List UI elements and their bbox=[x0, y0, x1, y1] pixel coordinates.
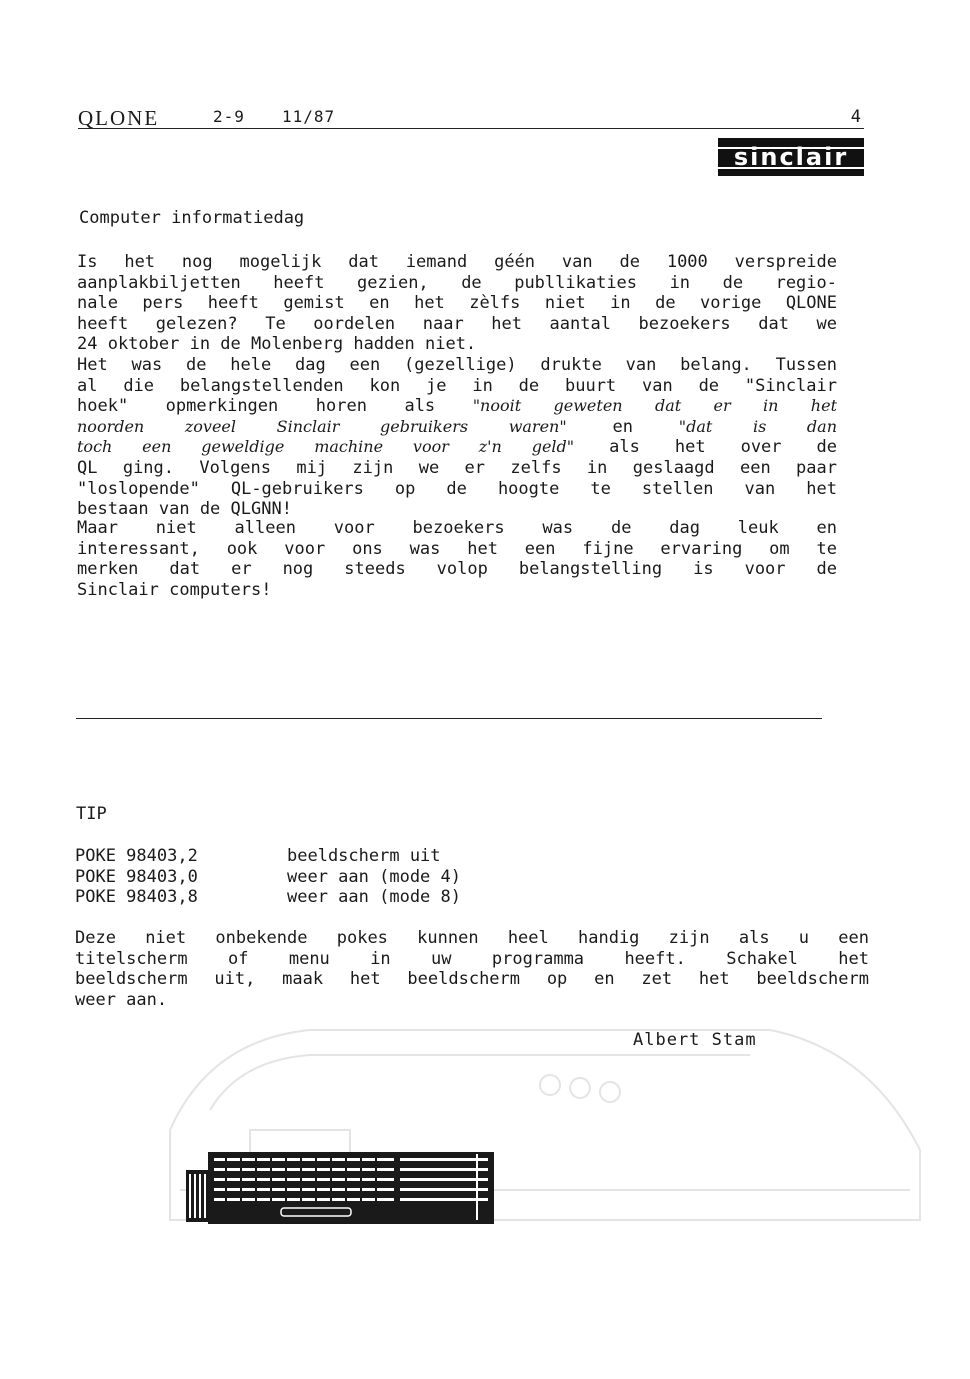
author-name: Albert Stam bbox=[633, 1030, 757, 1050]
text-line: interessant, ook voor ons was het een fijne ervaring om te bbox=[77, 538, 837, 559]
text-line: heeft gelezen? Te oordelen naar het aantal bezoekers dat we bbox=[77, 313, 837, 334]
poke-effect: weer aan (mode 4) bbox=[287, 866, 461, 887]
text-line: QL ging. Volgens mij zijn we er zelfs in geslaagd een paar bbox=[77, 457, 837, 478]
issue-number: 2-9 bbox=[213, 107, 245, 126]
poke-command: POKE 98403,0 bbox=[75, 866, 198, 887]
text-line: weer aan. bbox=[75, 989, 168, 1010]
text-line: merken dat er nog steeds volop belangstelling is voor de bbox=[77, 559, 837, 580]
quote-text: toch een geweldige machine voor z'n geld" bbox=[77, 437, 575, 457]
newsletter-title: QLONE bbox=[78, 106, 160, 130]
page-number: 4 bbox=[850, 107, 861, 127]
text-line: Sinclair computers! bbox=[77, 579, 272, 600]
text-line: Is het nog mogelijk dat iemand géén van de 1000 verspreide bbox=[77, 252, 837, 272]
text-line: Maar niet alleen voor bezoekers was de dag leuk en bbox=[77, 518, 837, 538]
text-line: nale pers heeft gemist en het zèlfs niet in de vorige QLONE bbox=[77, 293, 837, 314]
poke-row bbox=[75, 887, 461, 908]
poke-table bbox=[75, 846, 461, 908]
text-segment: en bbox=[612, 416, 633, 437]
section-divider bbox=[76, 718, 822, 719]
poke-effect: beeldscherm uit bbox=[287, 846, 441, 866]
issue-date: 11/87 bbox=[282, 107, 336, 126]
quote-text: noorden zoveel Sinclair gebruikers waren" bbox=[77, 416, 567, 436]
sinclair-logo bbox=[718, 138, 864, 176]
text-line: bestaan van de QLGNN! bbox=[77, 499, 292, 520]
article-paragraph-2 bbox=[77, 518, 837, 600]
text-line: aanplakbiljetten heeft gezien, de publlikaties in de regio- bbox=[77, 272, 837, 293]
text-line: titelscherm of menu in uw programma heeft. Schakel het bbox=[75, 948, 869, 969]
article-title: Computer informatiedag bbox=[79, 208, 305, 228]
text-line bbox=[77, 417, 837, 438]
tip-title: TIP bbox=[76, 804, 107, 824]
text-line bbox=[77, 396, 837, 417]
poke-row bbox=[75, 867, 461, 888]
text-line: "loslopende" QL-gebruikers op de hoogte te stellen van het bbox=[77, 478, 837, 499]
poke-effect: weer aan (mode 8) bbox=[287, 887, 461, 908]
poke-command: POKE 98403,8 bbox=[75, 887, 198, 908]
logo-text: sinclair bbox=[733, 143, 849, 171]
article-paragraph-1 bbox=[77, 252, 837, 520]
text-segment: hoek" opmerkingen horen als bbox=[77, 396, 436, 417]
text-line: beeldscherm uit, maak het beeldscherm op en zet het beeldscherm bbox=[75, 969, 869, 990]
text-line: Deze niet onbekende pokes kunnen heel handig zijn als u een bbox=[75, 928, 869, 948]
ql-keyboard-icon bbox=[186, 1150, 496, 1226]
quote-text: "nooit geweten dat er in het bbox=[472, 396, 837, 416]
text-line: 24 oktober in de Molenberg hadden niet. bbox=[77, 334, 477, 355]
text-line: al die belangstellenden kon je in de buurt van de "Sinclair bbox=[77, 375, 837, 396]
text-line: Het was de hele dag een (gezellige) drukte van belang. Tussen bbox=[77, 354, 837, 375]
quote-text: "dat is dan bbox=[678, 416, 837, 436]
tip-paragraph bbox=[75, 928, 869, 1010]
text-segment: als het over de bbox=[609, 437, 837, 458]
poke-command: POKE 98403,2 bbox=[75, 846, 198, 866]
poke-row bbox=[75, 846, 461, 867]
text-line bbox=[77, 437, 837, 458]
page-header bbox=[78, 106, 864, 129]
